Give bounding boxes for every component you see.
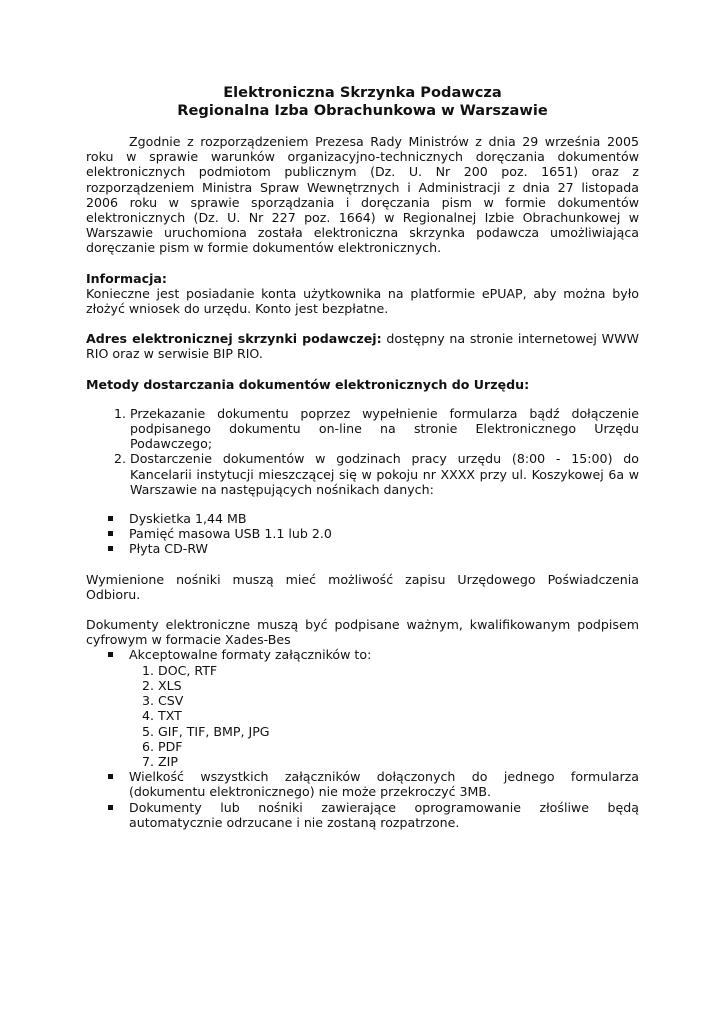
list-item: 6. PDF [158,739,639,754]
list-item [86,526,639,541]
address-text: dostępny na stronie internetowej WWW RIO oraz w serwisie BIP RIO. [86,331,639,362]
formats-list [86,663,639,769]
media-note: Wymienione nośniki muszą mieć możliwość zapisu Urzędowego Poświadczenia Odbioru. [86,571,639,602]
square-bullet-icon [108,546,113,551]
methods-list [86,406,639,497]
list-item: 1. Przekazanie dokumentu poprzez wypełnienie formularza bądź dołączenie podpisanego dokumentu on-line na stronie Elektronicznego Urzędu Podawczego; [130,406,639,452]
square-bullet-icon [108,774,113,779]
intro-paragraph: Zgodnie z rozporządzeniem Prezesa Rady Ministrów z dnia 29 września 2005 roku w sprawie warunków organizacyjno-technicznych doręczania dokumentów elektronicznych podmiotom publicznym (Dz. U. Nr 200 poz. 1651) oraz z rozporządzeniem Ministra Spraw Wewnętrznych i Administracji z dnia 27 listopada 2006 roku w sprawie sporządzania i doręczania pism w formie dokumentów elektronicznych (Dz. U. Nr 227 poz. 1664) w Regionalnej Izbie Obrachunkowej w Warszawie uruchomiona została elektroniczna skrzynka podawcza umożliwiająca doręczanie pism w formie dokumentów elektronicznych. [86,134,639,256]
signature-note: Dokumenty elektroniczne muszą być podpisane ważnym, kwalifikowanym podpisem cyfrowym w formacie Xades-Bes [86,617,639,648]
list-item: 3. CSV [158,693,639,708]
list-item [86,541,639,556]
info-text: Konieczne jest posiadanie konta użytkownika na platformie ePUAP, aby można było złożyć wniosek do urzędu. Konto jest bezpłatne. [86,285,639,317]
title-line-1: Elektroniczna Skrzynka Podawcza [223,84,502,101]
list-item [86,769,639,799]
info-heading: Informacja: [86,270,167,286]
size-limit-text: Wielkość wszystkich załączników dołączonych do jednego formularza (dokumentu elektronicznego) nie może przekroczyć 3MB. [129,769,639,800]
square-bullet-icon [108,531,113,536]
square-bullet-icon [108,652,113,657]
media-item-text: Pamięć masowa USB 1.1 lub 2.0 [129,526,332,542]
document-title [86,84,639,120]
methods-heading: Metody dostarczania dokumentów elektronicznych do Urzędu: [86,376,530,392]
list-item [86,800,639,830]
list-item: 2. Dostarczenie dokumentów w godzinach pracy urzędu (8:00 - 15:00) do Kancelarii instytucji mieszczącej się w pokoju nr XXXX przy ul. Koszykowej 6a w Warszawie na następujących nośnikach danych: [130,451,639,497]
list-item: 1. DOC, RTF [158,663,639,678]
rules-list [86,647,639,662]
list-item: 4. TXT [158,708,639,723]
media-list [86,511,639,557]
address-label: Adres elektronicznej skrzynki podawczej: [86,331,382,347]
list-item: 5. GIF, TIF, BMP, JPG [158,724,639,739]
title-line-2: Regionalna Izba Obrachunkowa w Warszawie [177,102,548,119]
list-item [86,511,639,526]
square-bullet-icon [108,805,113,810]
media-item-text: Dyskietka 1,44 MB [129,511,247,527]
square-bullet-icon [108,516,113,521]
list-item: 7. ZIP [158,754,639,769]
list-item [86,647,639,662]
formats-label: Akceptowalne formaty załączników to: [129,647,372,663]
media-item-text: Płyta CD-RW [129,541,209,557]
rules-list-continued [86,769,639,830]
list-item: 2. XLS [158,678,639,693]
address-paragraph [86,331,639,361]
document-page [86,84,639,830]
malware-text: Dokumenty lub nośniki zawierające oprogramowanie złośliwe będą automatycznie odrzucane i nie zostaną rozpatrzone. [129,799,639,830]
